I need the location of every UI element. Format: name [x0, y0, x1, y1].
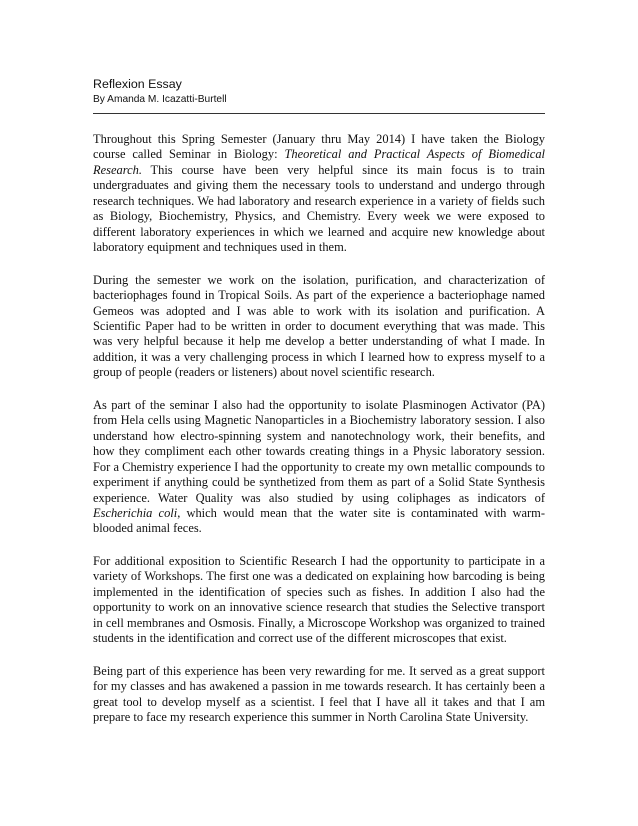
header-divider [93, 113, 545, 114]
paragraph-5: Being part of this experience has been very rewarding for me. It served as a great support for my classes and has awakened a passion in me towards research. It has certainly been a great tool to develop myself as a scientist. I feel that I have all it takes and that I am prepare to face my research experience this summer in North Carolina State University. [93, 663, 545, 724]
paragraph-3 [93, 398, 545, 537]
paragraph-3-text-b: , which would mean that the water site is contaminated with warm-blooded animal feces. [93, 505, 545, 536]
paragraph-4: For additional exposition to Scientific Research I had the opportunity to participate in a variety of Workshops. The first one was a dedicated on explaining how barcoding is being implemented in the identification of species such as fishes. In addition I also had the opportunity to work on an innovative science research that studies the Selective transport in cell membranes and Osmosis. Finally, a Microscope Workshop was organized to trained students in the identification and correct use of the different microscopes that exist. [93, 553, 545, 646]
author-line: By Amanda M. Icazatti-Burtell [93, 94, 227, 105]
paragraph-3-text-a: As part of the seminar I also had the opportunity to isolate Plasminogen Activator (PA) from Hela cells using Magnetic Nanoparticles in a Biochemistry laboratory session. I also understand how electro-spinning system and nanotechnology work, their benefits, and how they compliment each other towards creating things in a Physic laboratory session. For a Chemistry experience I had the opportunity to create my own metallic compounds to experiment if anything could be synthetized from them as part of a Solid State Synthesis experience. Water Quality was also studied by using coliphages as indicators of [93, 397, 545, 505]
paragraph-1 [93, 132, 545, 256]
course-subtitle: Theoretical and Practical Aspects of Biomedical Research. [93, 147, 545, 177]
paragraph-2: During the semester we work on the isolation, purification, and characterization of bacteriophages found in Tropical Soils. As part of the experience a bacteriophage named Gemeos was adopted and I was able to work with its isolation and purification. A Scientific Paper had to be written in order to document everything that was made. This was very helpful because it help me develop a better understanding of what I made. In addition, it was a very challenging process in which I learned how to express myself to a group of people (readers or listeners) about novel scientific research. [93, 272, 545, 380]
species-name: Escherichia coli [93, 505, 178, 520]
paragraph-1-text-b: This course have been very helpful since its main focus is to train undergraduates and giving them the necessary tools to understand and undergo through research techniques. We had laboratory and research experience in a variety of fields such as Biology, Biochemistry, Physics, and Chemistry. Every week we were exposed to different laboratory experiences in which we learned and acquire new knowledge about laboratory equipment and techniques used in them. [93, 162, 545, 255]
essay-title: Reflexion Essay [93, 77, 182, 91]
document-header [93, 76, 545, 107]
paragraph-1-text-a: Throughout this Spring Semester (January thru May 2014) I have taken the Biology course called Seminar in Biology: [93, 132, 545, 162]
essay-body [93, 132, 545, 742]
